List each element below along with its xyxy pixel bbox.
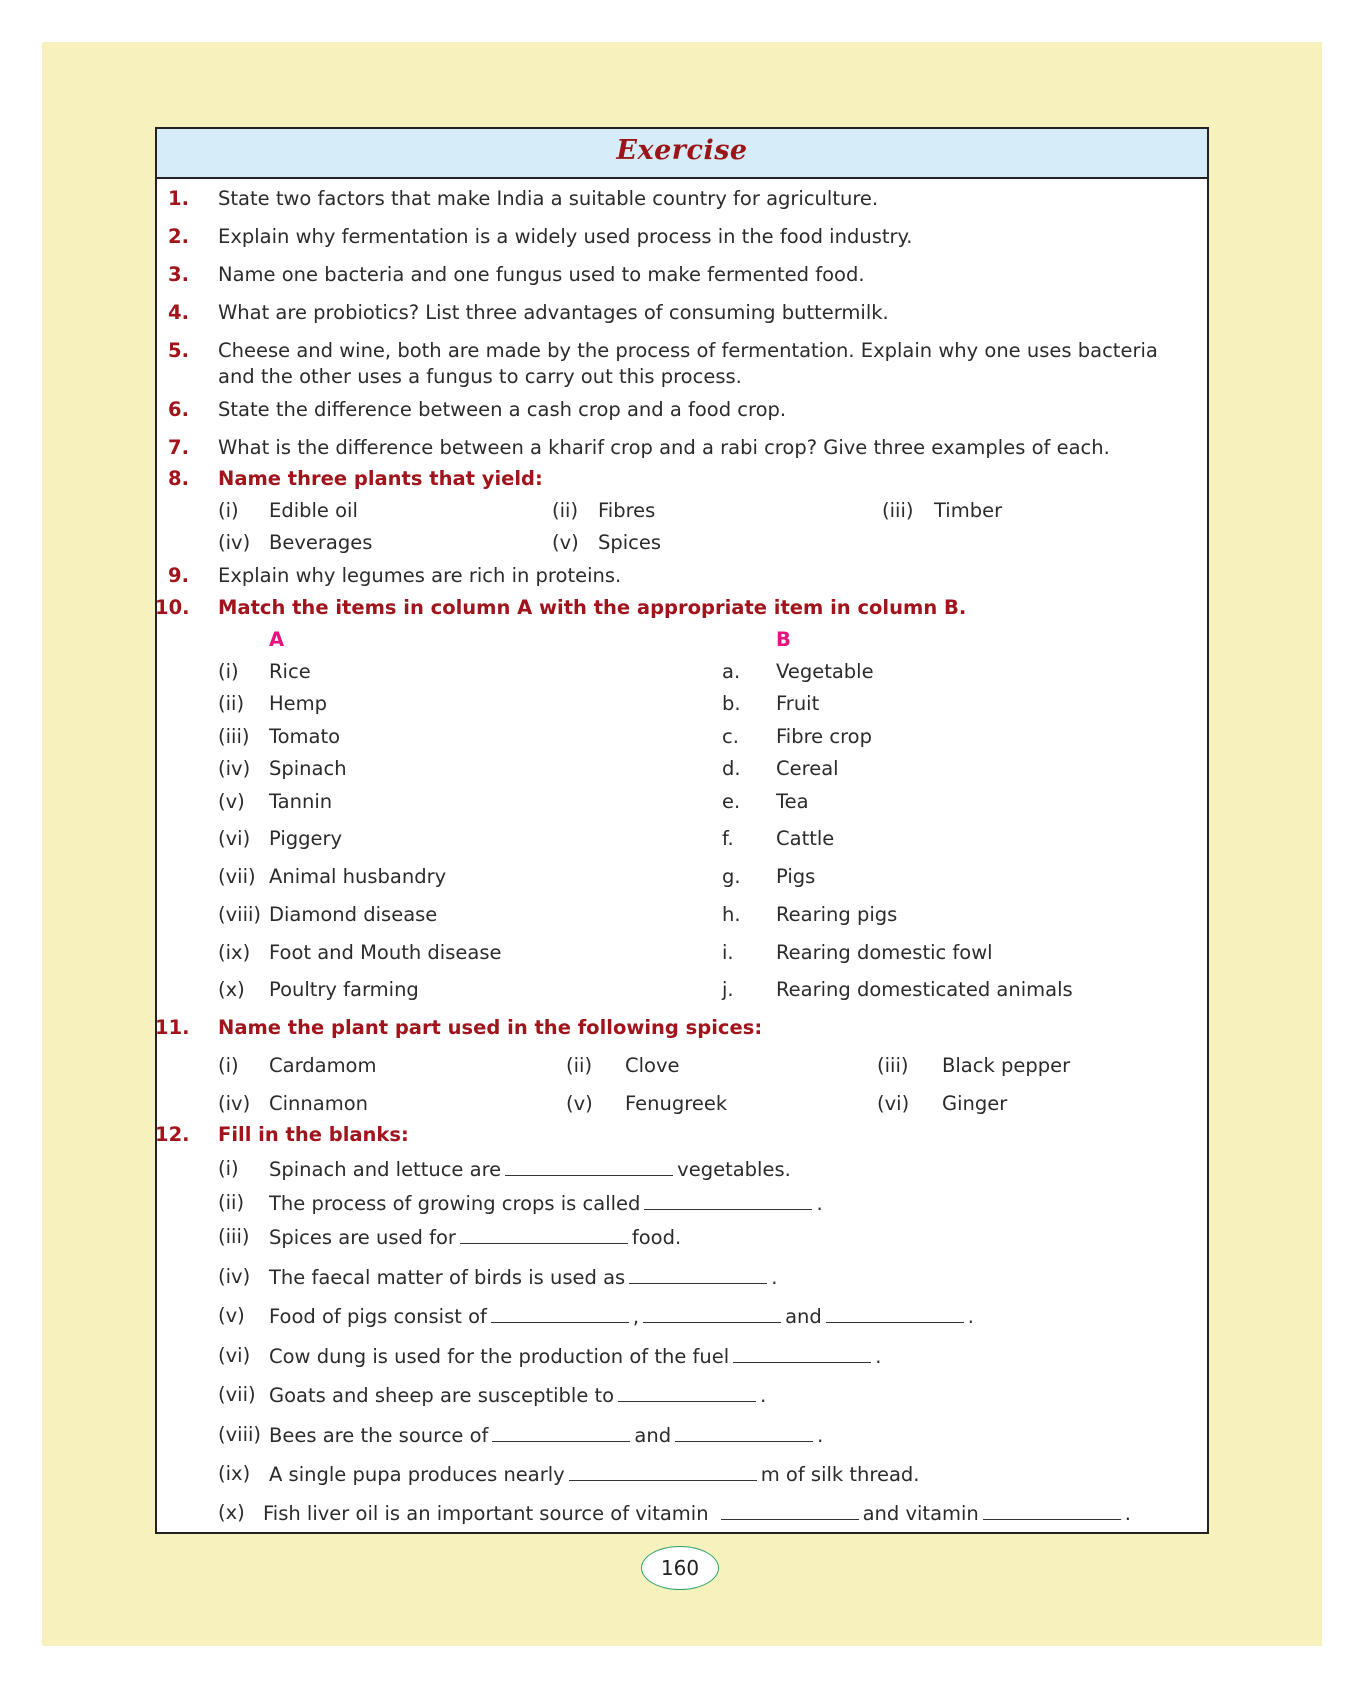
item-text: Clove bbox=[625, 1054, 680, 1077]
blank-text: . bbox=[817, 1424, 824, 1447]
column-a-header: A bbox=[269, 628, 285, 651]
item-label: (iv) bbox=[218, 1092, 251, 1115]
item-label: (vi) bbox=[877, 1092, 910, 1115]
exercise-title: Exercise bbox=[616, 135, 748, 166]
question-number: 2. bbox=[168, 225, 189, 248]
blank-text: The faecal matter of birds is used as bbox=[269, 1266, 626, 1289]
blank-text: The process of growing crops is called bbox=[269, 1192, 641, 1215]
question-number: 1. bbox=[168, 187, 189, 210]
blank-line[interactable] bbox=[492, 1423, 630, 1442]
item-text: Edible oil bbox=[269, 499, 358, 522]
match-b-text: Rearing domesticated animals bbox=[776, 978, 1073, 1001]
question-heading: Name three plants that yield: bbox=[218, 467, 543, 490]
blank-label: (vi) bbox=[218, 1344, 251, 1367]
match-a-text: Animal husbandry bbox=[269, 865, 447, 888]
blank-line[interactable] bbox=[643, 1304, 781, 1323]
question-text: What is the difference between a kharif crop and a rabi crop? Give three examples of each. bbox=[218, 436, 1110, 459]
question-text: Name one bacteria and one fungus used to make fermented food. bbox=[218, 263, 865, 286]
match-b-text: Rearing pigs bbox=[776, 903, 898, 926]
blank-line[interactable] bbox=[460, 1225, 628, 1244]
match-a-label: (x) bbox=[218, 978, 245, 1001]
blank-text: food. bbox=[631, 1226, 682, 1249]
match-a-text: Foot and Mouth disease bbox=[269, 941, 502, 964]
question-number: 4. bbox=[168, 301, 189, 324]
blank-text: . bbox=[771, 1266, 778, 1289]
item-label: (i) bbox=[218, 499, 239, 522]
item-text: Black pepper bbox=[942, 1054, 1071, 1077]
match-b-text: Rearing domestic fowl bbox=[776, 941, 993, 964]
blank-line[interactable] bbox=[721, 1501, 859, 1520]
match-a-text: Rice bbox=[269, 660, 311, 683]
blank-label: (ii) bbox=[218, 1191, 245, 1214]
blank-label: (x) bbox=[218, 1501, 245, 1524]
match-a-text: Tomato bbox=[269, 725, 341, 748]
blank-text: A single pupa produces nearly bbox=[269, 1463, 565, 1486]
match-a-label: (v) bbox=[218, 790, 245, 813]
match-b-label: d. bbox=[722, 757, 741, 780]
match-a-label: (ix) bbox=[218, 941, 251, 964]
question-number: 8. bbox=[168, 467, 189, 490]
exercise-box bbox=[155, 127, 1209, 1534]
blank-label: (ix) bbox=[218, 1462, 251, 1485]
blank-line[interactable] bbox=[618, 1383, 756, 1402]
page-number: 160 bbox=[641, 1546, 719, 1590]
match-b-text: Cattle bbox=[776, 827, 835, 850]
item-text: Timber bbox=[934, 499, 1003, 522]
question-heading: Match the items in column A with the appropriate item in column B. bbox=[218, 596, 967, 619]
match-a-label: (iv) bbox=[218, 757, 251, 780]
blank-text: . bbox=[760, 1384, 767, 1407]
question-number: 11. bbox=[155, 1016, 190, 1039]
match-b-label: c. bbox=[722, 725, 739, 748]
blank-text: Bees are the source of bbox=[269, 1424, 489, 1447]
blank-line[interactable] bbox=[491, 1304, 629, 1323]
item-label: (v) bbox=[552, 531, 579, 554]
blank-label: (vii) bbox=[218, 1383, 256, 1406]
blank-text: Food of pigs consist of bbox=[269, 1305, 487, 1328]
item-text: Beverages bbox=[269, 531, 373, 554]
item-text: Cardamom bbox=[269, 1054, 377, 1077]
blank-text: and vitamin bbox=[862, 1502, 979, 1525]
match-a-text: Tannin bbox=[269, 790, 333, 813]
blank-text: , bbox=[632, 1305, 640, 1328]
match-b-label: g. bbox=[722, 865, 741, 888]
question-text: State two factors that make India a suitable country for agriculture. bbox=[218, 187, 879, 210]
blank-text: vegetables. bbox=[677, 1158, 791, 1181]
question-number: 10. bbox=[155, 596, 190, 619]
blank-text: Fish liver oil is an important source of vitamin bbox=[263, 1502, 709, 1525]
blank-text: Spices are used for bbox=[269, 1226, 456, 1249]
match-a-label: (vi) bbox=[218, 827, 251, 850]
question-number: 12. bbox=[155, 1123, 190, 1146]
item-label: (iii) bbox=[877, 1054, 909, 1077]
question-text-continued: and the other uses a fungus to carry out this process. bbox=[218, 365, 742, 388]
item-text: Fibres bbox=[598, 499, 656, 522]
item-text: Cinnamon bbox=[269, 1092, 368, 1115]
item-label: (i) bbox=[218, 1054, 239, 1077]
item-label: (iv) bbox=[218, 531, 251, 554]
match-b-label: h. bbox=[722, 903, 741, 926]
match-b-label: f. bbox=[722, 827, 734, 850]
match-a-label: (i) bbox=[218, 660, 239, 683]
blank-label: (viii) bbox=[218, 1423, 262, 1446]
match-a-label: (viii) bbox=[218, 903, 262, 926]
question-number: 5. bbox=[168, 339, 189, 362]
blank-label: (iv) bbox=[218, 1265, 251, 1288]
blank-text: . bbox=[875, 1345, 882, 1368]
question-text: State the difference between a cash crop and a food crop. bbox=[218, 398, 787, 421]
match-a-label: (vii) bbox=[218, 865, 256, 888]
question-number: 9. bbox=[168, 564, 189, 587]
blank-line[interactable] bbox=[826, 1304, 964, 1323]
match-a-text: Diamond disease bbox=[269, 903, 438, 926]
item-label: (v) bbox=[566, 1092, 593, 1115]
item-text: Fenugreek bbox=[625, 1092, 728, 1115]
blank-label: (v) bbox=[218, 1304, 245, 1327]
match-a-label: (iii) bbox=[218, 725, 250, 748]
match-a-label: (ii) bbox=[218, 692, 245, 715]
question-heading: Name the plant part used in the following spices: bbox=[218, 1016, 763, 1039]
match-b-label: a. bbox=[722, 660, 741, 683]
blank-line[interactable] bbox=[644, 1191, 812, 1210]
item-label: (ii) bbox=[552, 499, 579, 522]
blank-label: (iii) bbox=[218, 1225, 250, 1248]
item-label: (ii) bbox=[566, 1054, 593, 1077]
question-text: What are probiotics? List three advantages of consuming buttermilk. bbox=[218, 301, 889, 324]
blank-text: . bbox=[967, 1305, 974, 1328]
blank-text: Cow dung is used for the production of the fuel bbox=[269, 1345, 730, 1368]
question-text: Explain why fermentation is a widely used process in the food industry. bbox=[218, 225, 913, 248]
match-b-text: Fruit bbox=[776, 692, 820, 715]
question-number: 6. bbox=[168, 398, 189, 421]
item-text: Spices bbox=[598, 531, 662, 554]
question-text: Explain why legumes are rich in proteins. bbox=[218, 564, 622, 587]
match-b-text: Cereal bbox=[776, 757, 839, 780]
match-b-text: Fibre crop bbox=[776, 725, 872, 748]
match-b-text: Tea bbox=[776, 790, 809, 813]
match-a-text: Spinach bbox=[269, 757, 347, 780]
item-text: Ginger bbox=[942, 1092, 1008, 1115]
blank-line[interactable] bbox=[675, 1423, 813, 1442]
match-a-text: Piggery bbox=[269, 827, 343, 850]
question-number: 7. bbox=[168, 436, 189, 459]
column-b-header: B bbox=[776, 628, 791, 651]
blank-text: Goats and sheep are susceptible to bbox=[269, 1384, 615, 1407]
question-heading: Fill in the blanks: bbox=[218, 1123, 409, 1146]
match-b-label: i. bbox=[722, 941, 734, 964]
blank-text: and bbox=[785, 1305, 822, 1328]
blank-label: (i) bbox=[218, 1157, 239, 1180]
question-text: Cheese and wine, both are made by the process of fermentation. Explain why one uses bacteria bbox=[218, 339, 1158, 362]
blank-text: Spinach and lettuce are bbox=[269, 1158, 502, 1181]
blank-line[interactable] bbox=[983, 1501, 1121, 1520]
match-b-text: Pigs bbox=[776, 865, 816, 888]
match-a-text: Poultry farming bbox=[269, 978, 419, 1001]
question-number: 3. bbox=[168, 263, 189, 286]
blank-text: and bbox=[634, 1424, 672, 1447]
match-a-text: Hemp bbox=[269, 692, 328, 715]
blank-line[interactable] bbox=[629, 1265, 767, 1284]
exercise-header bbox=[157, 129, 1207, 179]
blank-text: . bbox=[1124, 1502, 1131, 1525]
match-b-label: e. bbox=[722, 790, 741, 813]
blank-line[interactable] bbox=[569, 1462, 757, 1481]
blank-line[interactable] bbox=[505, 1157, 673, 1176]
match-b-text: Vegetable bbox=[776, 660, 874, 683]
match-b-label: j. bbox=[722, 978, 734, 1001]
blank-line[interactable] bbox=[733, 1344, 871, 1363]
match-b-label: b. bbox=[722, 692, 741, 715]
item-label: (iii) bbox=[882, 499, 914, 522]
blank-text: . bbox=[816, 1192, 823, 1215]
blank-text: m of silk thread. bbox=[760, 1463, 920, 1486]
